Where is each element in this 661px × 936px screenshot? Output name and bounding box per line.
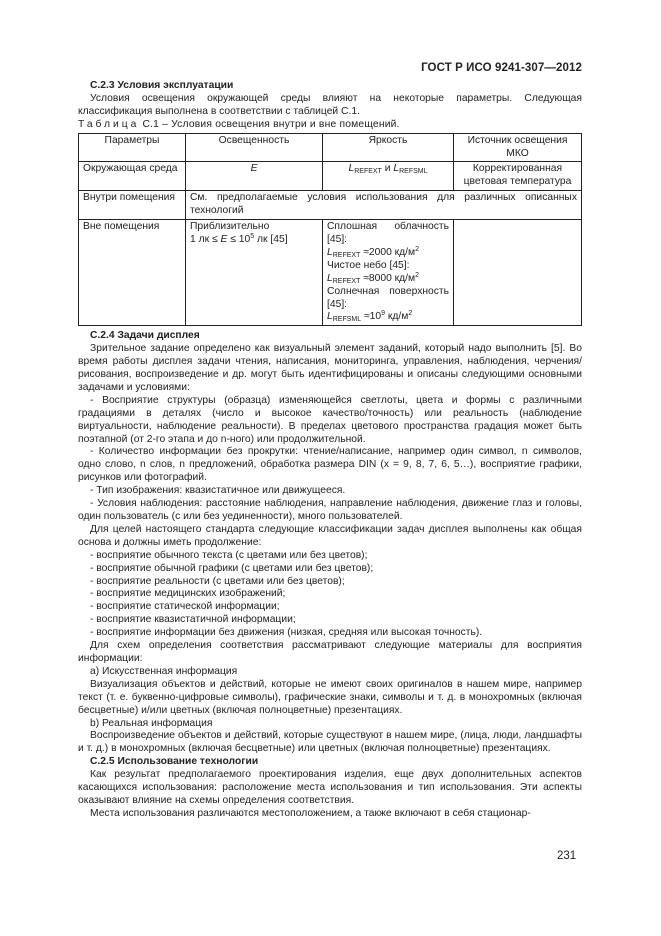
section-c24-p3: - Количество информации без прокрутки: чтение/написание, например один символ, n символов, одно слово, n слов, n предложений, обработка размера DIN (x = 9, 8, 7, 6, 5…), восприятие графики, рисунков или фотографий. [78,446,582,484]
list-item: - восприятие обычной графики (с цветами или без цветов); [90,562,374,574]
section-c24-title: С.2.4 Задачи дисплея [90,330,200,342]
table-caption-text: С.1 – Условия освещения внутри и вне помещений. [142,118,400,130]
list-item: - восприятие информации без движения (низкая, средняя или высокая точность). [90,627,483,639]
row1-luminance: $L_{REFEXT}$ и $L_{REFSML}$ [323,162,454,191]
row3-illuminance: Приблизительно 1 лк ≤ $E \le 10^5$ лк [45] [186,220,323,326]
subsection-a-text: Визуализация объектов и действий, которые не имеют своих оригиналов в нашем мире, например текст (т. е. буквенно-цифровые символы), графические знаки, символы и т. д. в монохромных (включая бесцветные) и/или цветных (включая полноцветные) презентациях. [78,678,582,716]
section-c24-p4: - Тип изображения: квазистатичное или движущееся. [90,485,346,497]
header-illuminance: Освещенность [186,133,323,162]
list-item: - восприятие медицинских изображений; [90,588,286,600]
section-c24-p6: Для целей настоящего стандарта следующие классификации задач дисплея выполнены как общая основа и должны иметь продолжение: [78,523,582,548]
section-c25-p1: Как результат предполагаемого проектирования изделия, еще двух дополнительных аспектов касающихся использования: расположение места использования и тип использования. Эти аспекты оказывают влияние на схемы определения соответствия. [78,769,582,806]
list-item: - восприятие реальности (с цветами или без цветов); [90,575,345,587]
section-c23-title: С.2.3 Условия эксплуатации [90,80,234,91]
section-c24-p5: - Условия наблюдения: расстояние наблюдения, направление наблюдения, движение глаз и головы, один пользователь (с или без уединенности), много пользователей. [78,498,582,522]
section-c24-p7: Для схем определения соответствия рассматривают следующие материалы для восприятия информации: [78,640,582,664]
page-content [78,80,582,821]
section-c25-title: С.2.5 Использование технологии [90,756,259,768]
row3-luminance: Сплошная облачность [45]: $L_{REFEXT} \approx 2000$ $кд/м^2$ Чистое небо [45]: $L_{REFEXT} \approx 8000$ $кд/м^2$ Солнечная поверхность [45]: $L_{REFSML} \approx 10^9$ $кд/м^2$ [323,220,454,326]
row1-source: Корректированная цветовая температура [454,162,582,191]
row2-text: См. предполагаемые условия использования для различных описанных технологий [186,191,582,220]
subsection-a-label: а) Искусственная информация [90,665,238,677]
lighting-conditions-table [78,133,582,327]
subsection-b-text: Воспроизведение объектов и действий, которые существуют в нашем мире, (лица, люди, ландшафты и т. д.) в монохромных (включая бесцветные) или цветных (включая полноцветные) презентациях. [78,730,582,755]
row3-param: Вне помещения [79,220,186,326]
list-item: - восприятие квазистатичной информации; [90,614,296,626]
list-item: - восприятие обычного текста (с цветами или без цветов); [90,549,368,561]
row1-param: Окружающая среда [79,162,186,191]
page-number: 231 [557,850,577,862]
row1-illuminance: E [186,162,323,191]
row3-source [454,220,582,326]
header-luminance: Яркость [323,133,454,162]
row2-param: Внутри помещения [79,191,186,220]
header-parameters: Параметры [79,133,186,162]
table-row [79,220,582,326]
table-row [79,191,582,220]
header-cie-source: Источник освещения МКО [454,133,582,162]
list-item: - восприятие статической информации; [90,601,280,613]
section-c24-p2: - Восприятие структуры (образца) изменяющейся светлоты, цвета и формы с различными градациями в деталях (число и высокое качество/точность) или реальность (наблюдение виртуальности, наблюдение реальности). В пределах цветового пространства градация может быть поэтапной (от 2-го этапа и до n-ного) или продолжительной. [78,394,582,445]
table-row [79,162,582,191]
section-c24-p1: Зрительное задание определено как визуальный элемент заданий, который надо выполнить [5]. Во время работы дисплея задачи чтения, написания, мониторинга, управления, наблюдения, черчения/рисования, воспроизведение и др. могут быть идентифицированы и описаны следующими основными задачами и условиями: [78,343,582,393]
table-caption-word: Таблица [78,118,140,130]
table-caption [78,119,582,132]
table-header-row [79,133,582,162]
subsection-b-label: b) Реальная информация [90,717,213,729]
section-c23-intro: Условия освещения окружающей среды влияют на некоторые параметры. Следующая классификация выполнена в соответствии с таблицей С.1. [78,92,582,117]
section-c25-p2: Места использования различаются местоположением, а также включают в себя стационар- [90,807,531,819]
document-code: ГОСТ Р ИСО 9241-307—2012 [421,62,582,74]
